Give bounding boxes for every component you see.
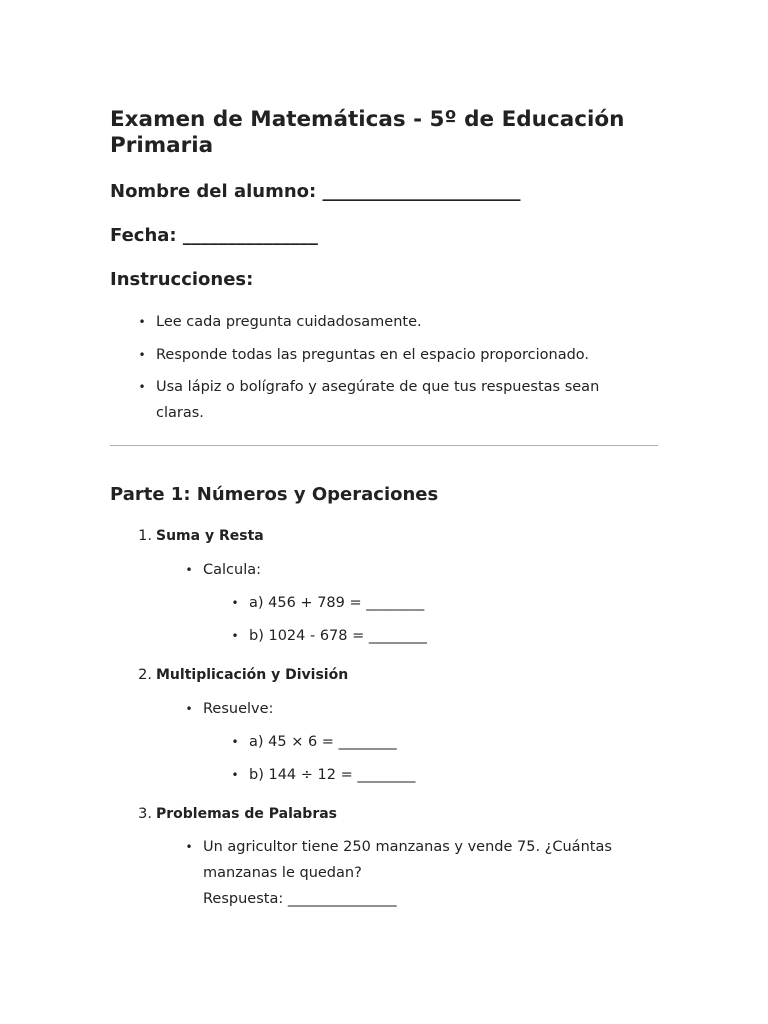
section-number: 3. (138, 806, 152, 822)
list-item: • Calcula: (203, 557, 261, 583)
list-item (185, 834, 648, 912)
section-multiplicacion-division (138, 662, 349, 688)
section-title: Multiplicación y División (156, 667, 349, 683)
list-item: • Lee cada pregunta cuidadosamente. (156, 309, 656, 335)
instructions-heading: Instrucciones: (110, 269, 254, 290)
section-number: 1. (138, 528, 152, 544)
bullet-icon: • (185, 840, 193, 854)
section-title: Problemas de Palabras (156, 806, 338, 822)
word-problem: Un agricultor tiene 250 manzanas y vende 75. ¿Cuántas manzanas le quedan? (203, 839, 612, 881)
bullet-icon: • (138, 380, 146, 394)
bullet-icon: • (185, 702, 193, 716)
section-suma-resta (138, 523, 264, 549)
bullet-icon: • (231, 629, 239, 643)
part1-heading: Parte 1: Números y Operaciones (110, 484, 439, 505)
list-item: • b) 144 ÷ 12 = ________ (249, 762, 415, 788)
date-field: Fecha: _______________ (110, 225, 318, 246)
list-item: • a) 456 + 789 = ________ (249, 590, 424, 616)
bullet-icon: • (231, 768, 239, 782)
student-name-field: Nombre del alumno: ______________________ (110, 181, 521, 202)
bullet-icon: • (231, 735, 239, 749)
section-title: Suma y Resta (156, 528, 264, 544)
bullet-icon: • (138, 348, 146, 362)
list-item: • b) 1024 - 678 = ________ (249, 623, 427, 649)
section-number: 2. (138, 667, 152, 683)
list-item: • a) 45 × 6 = ________ (249, 729, 397, 755)
bullet-icon: • (185, 563, 193, 577)
document-title: Examen de Matemáticas - 5º de Educación Primaria (110, 107, 625, 158)
list-item: • Usa lápiz o bolígrafo y asegúrate de que tus respuestas sean claras. (156, 374, 646, 426)
section-problemas-palabras (138, 801, 338, 827)
answer-line: Respuesta: _______________ (203, 891, 397, 907)
list-item: • Resuelve: (203, 696, 273, 722)
list-item: • Responde todas las preguntas en el espacio proporcionado. (156, 342, 656, 368)
bullet-icon: • (138, 315, 146, 329)
bullet-icon: • (231, 596, 239, 610)
section-divider (110, 445, 658, 446)
